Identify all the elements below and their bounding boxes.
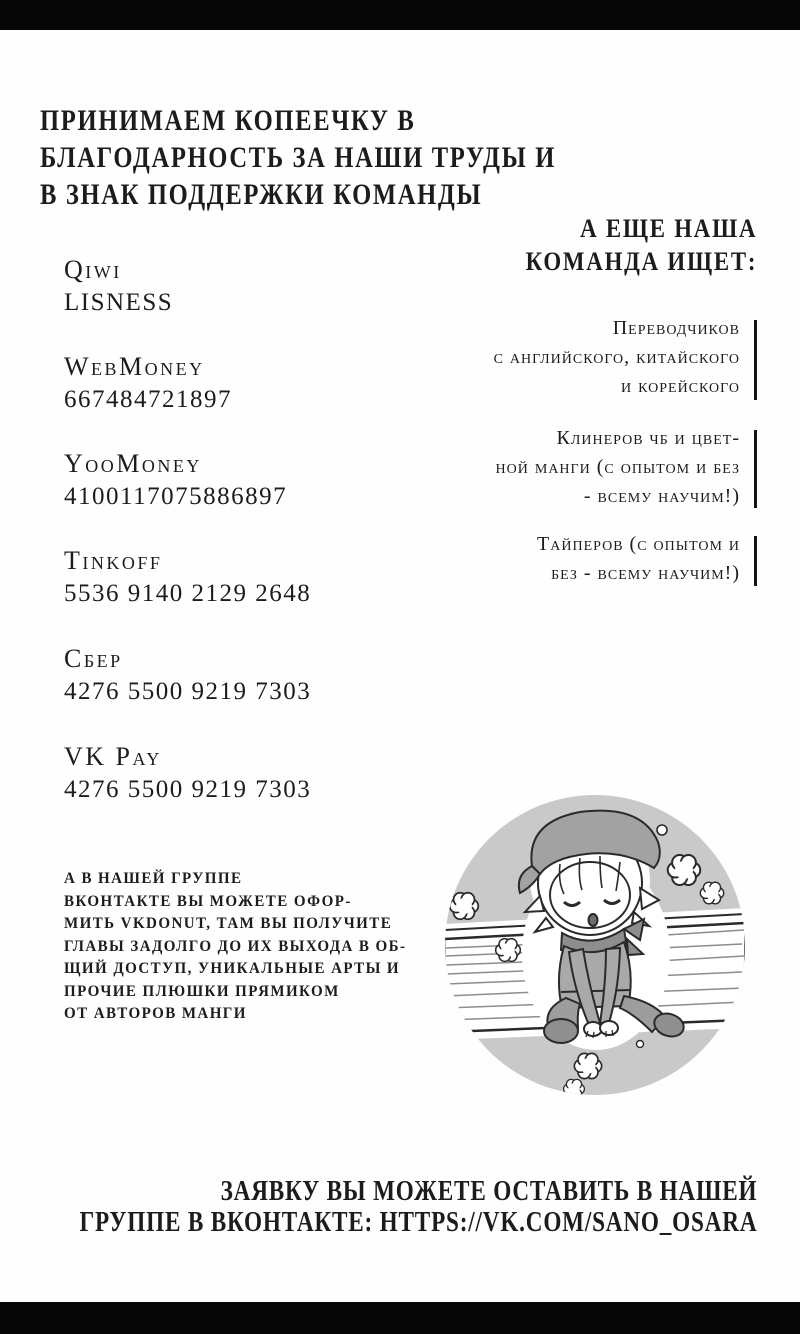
team-item-line: с английского, китайского — [493, 346, 740, 368]
team-item-translators — [494, 314, 740, 401]
payment-webmoney — [64, 351, 232, 416]
vk-note-line: А В НАШЕЙ ГРУППЕ — [64, 870, 243, 887]
payment-label: VK Pay — [64, 742, 162, 771]
vk-note-line: ГЛАВЫ ЗАДОЛГО ДО ИХ ВЫХОДА В ОБ- — [64, 937, 407, 955]
team-item-line: Тайперов (с опытом и — [537, 533, 740, 555]
payment-value: 667484721897 — [64, 386, 232, 413]
divider-rule — [754, 430, 757, 508]
payment-label: Сбер — [64, 644, 123, 673]
payment-value: 4100117075886897 — [64, 483, 288, 510]
donation-header-line: В ЗНАК ПОДДЕРЖКИ КОМАНДЫ — [40, 178, 483, 211]
team-search-header-line: КОМАНДА ИЩЕТ: — [525, 247, 757, 276]
vk-note-line: ПРОЧИЕ ПЛЮШКИ ПРЯМИКОМ — [64, 982, 340, 1000]
donation-header-line: ПРИНИМАЕМ КОПЕЕЧКУ В — [40, 104, 416, 137]
letterbox-bar-bottom — [0, 1302, 800, 1334]
vk-note-line: ОТ АВТОРОВ МАНГИ — [64, 1005, 247, 1022]
vk-donut-note — [64, 868, 406, 1026]
team-search-header — [525, 212, 757, 278]
payment-value: 4276 5500 9219 7303 — [64, 678, 312, 705]
chibi-sleeping-on-book-illustration — [428, 778, 762, 1112]
payment-tinkoff — [64, 545, 311, 610]
divider-rule — [754, 536, 757, 586]
payment-label: YooMoney — [64, 449, 202, 478]
payment-label: Tinkoff — [64, 546, 163, 575]
mouth — [589, 914, 598, 926]
payment-value: LISNESS — [64, 289, 174, 316]
application-footer — [79, 1176, 757, 1238]
vk-note-line: ВКОНТАКТЕ ВЫ МОЖЕТЕ ОФОР- — [64, 892, 352, 910]
payment-label: WebMoney — [64, 352, 205, 381]
divider-rule — [754, 320, 757, 400]
payment-qiwi — [64, 254, 173, 319]
payment-value: 4276 5500 9219 7303 — [64, 776, 312, 803]
payment-yoomoney — [64, 448, 287, 513]
team-item-typesetters — [537, 530, 740, 588]
team-item-line: Переводчиков — [612, 317, 740, 339]
letterbox-bar-top — [0, 0, 800, 30]
team-item-line: Клинеров чб и цвет- — [556, 427, 740, 449]
hand-right — [600, 1021, 618, 1035]
donation-header — [40, 102, 556, 213]
footer-line: ЗАЯВКУ ВЫ МОЖЕТЕ ОСТАВИТЬ В НАШЕЙ — [220, 1175, 757, 1207]
team-item-cleaners — [496, 424, 740, 511]
team-search-header-line: А ЕЩЕ НАША — [579, 214, 757, 243]
payment-vkpay — [64, 741, 311, 806]
vk-note-line: ЩИЙ ДОСТУП, УНИКАЛЬНЫЕ АРТЫ И — [64, 960, 401, 977]
payment-label: Qiwi — [64, 255, 122, 284]
donation-header-line: БЛАГОДАРНОСТЬ ЗА НАШИ ТРУДЫ И — [40, 141, 556, 174]
footer-line-vk-link: ГРУППЕ В ВКОНТАКТЕ: HTTPS://VK.COM/SANO_OSARA — [79, 1206, 757, 1238]
team-item-line: без - всему научим!) — [551, 562, 740, 584]
team-item-line: - всему научим!) — [583, 485, 740, 507]
payment-sber — [64, 643, 311, 708]
team-item-line: и корейского — [621, 375, 740, 397]
vk-note-line: МИТЬ VKDONUT, ТАМ ВЫ ПОЛУЧИТЕ — [64, 915, 393, 932]
payment-value: 5536 9140 2129 2648 — [64, 580, 312, 607]
boot-left — [544, 1019, 578, 1043]
team-item-line: ной манги (с опытом и без — [495, 456, 740, 478]
